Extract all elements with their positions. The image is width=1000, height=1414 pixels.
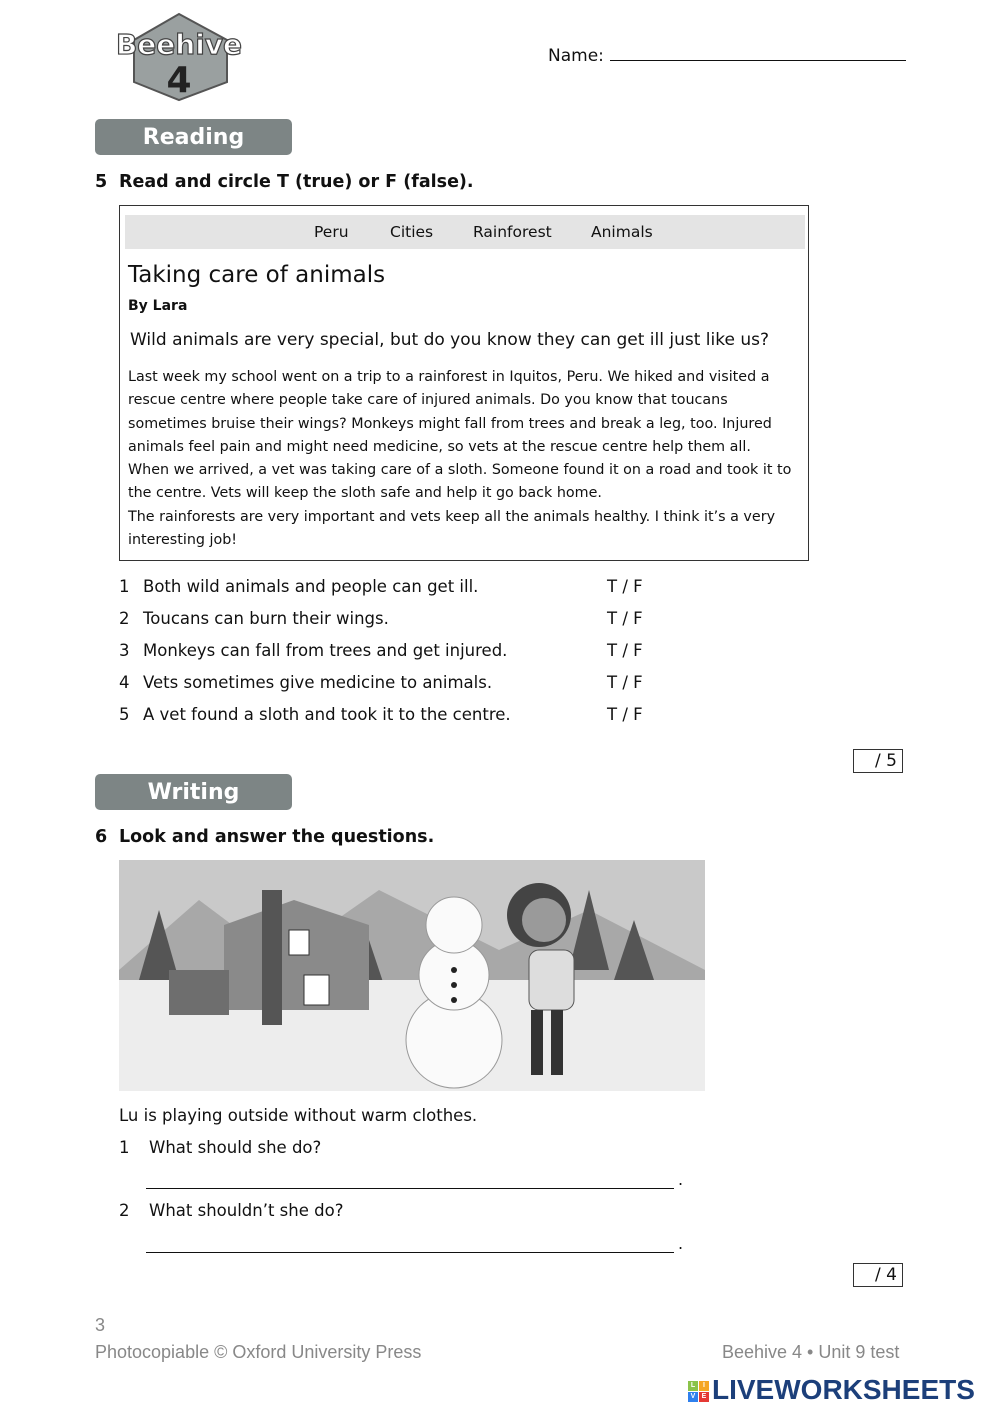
item-text: What should she do? <box>149 1138 322 1157</box>
nav-peru: Peru <box>314 223 349 241</box>
paragraph: The rainforests are very important and vets keep all the animals healthy. I think it’s a very interesting job! <box>128 508 776 549</box>
svg-text:Beehive: Beehive <box>115 28 243 61</box>
item-number: 1 <box>119 577 130 596</box>
item-number: 4 <box>119 673 130 692</box>
item-number: 2 <box>119 609 130 628</box>
item-number: 1 <box>119 1138 130 1157</box>
page-number: 3 <box>95 1315 106 1335</box>
svg-text:4: 4 <box>166 60 192 101</box>
tf-choice[interactable]: T / F <box>607 673 643 692</box>
question-number: 6 <box>95 827 108 847</box>
writing-prompt: Lu is playing outside without warm clothes. <box>119 1106 478 1125</box>
writing-score-box: / 4 <box>853 1263 903 1287</box>
instruction-text: Read and circle T (true) or F (false). <box>119 172 474 192</box>
item-text: Toucans can burn their wings. <box>143 609 389 628</box>
instruction-text: Look and answer the questions. <box>119 827 435 847</box>
name-line[interactable] <box>610 44 906 61</box>
reading-score-box: / 5 <box>853 749 903 773</box>
article-box <box>119 205 809 561</box>
liveworksheets-icon <box>688 1381 709 1402</box>
item-text: What shouldn’t she do? <box>149 1201 344 1220</box>
tf-choice[interactable]: T / F <box>607 641 643 660</box>
nav-cities: Cities <box>390 223 434 241</box>
tf-item <box>119 705 511 724</box>
writing-section-header: Writing <box>95 774 292 810</box>
answer-line-2[interactable] <box>146 1252 674 1253</box>
tf-choice[interactable]: T / F <box>607 705 643 724</box>
tf-choice[interactable]: T / F <box>607 577 643 596</box>
reading-section-header: Reading <box>95 119 292 155</box>
item-text: Monkeys can fall from trees and get injured. <box>143 641 508 660</box>
unit-label: Beehive 4 • Unit 9 test <box>722 1342 900 1362</box>
article-title: Taking care of animals <box>128 262 386 288</box>
icon-letter: L <box>688 1381 698 1391</box>
article-byline: By Lara <box>128 298 188 314</box>
icon-letter: I <box>699 1381 709 1391</box>
tf-item <box>119 609 389 628</box>
period: . <box>678 1170 684 1189</box>
nav-rainforest: Rainforest <box>473 223 552 241</box>
article-lead: Wild animals are very special, but do you know they can get ill just like us? <box>130 330 769 350</box>
brand-text: LIVEWORKSHEETS <box>712 1374 975 1405</box>
question-number: 5 <box>95 172 108 192</box>
tf-item <box>119 673 492 692</box>
question-item <box>119 1138 321 1157</box>
item-text: A vet found a sloth and took it to the centre. <box>143 705 511 724</box>
item-number: 3 <box>119 641 130 660</box>
question-5-instruction <box>95 172 474 192</box>
tf-item <box>119 641 507 660</box>
period: . <box>678 1234 684 1253</box>
answer-line-1[interactable] <box>146 1188 674 1189</box>
beehive-logo <box>112 12 247 102</box>
paragraph: Last week my school went on a trip to a rainforest in Iquitos, Peru. We hiked and visited a rescue centre where people take care of injured animals. Do you know that toucans sometimes bruise their wings? Monkeys might fall from trees and break a leg, too. Injured animals feel pain and might need medicine, so vets at the rescue centre help them all. <box>128 369 772 455</box>
item-number: 2 <box>119 1201 130 1220</box>
name-label: Name: <box>548 46 604 66</box>
icon-letter: V <box>688 1392 698 1402</box>
copyright: Photocopiable © Oxford University Press <box>95 1342 422 1362</box>
tf-item <box>119 577 478 596</box>
item-text: Vets sometimes give medicine to animals. <box>143 673 493 692</box>
tf-choice[interactable]: T / F <box>607 609 643 628</box>
paragraph: When we arrived, a vet was taking care of a sloth. Someone found it on a road and took it to the centre. Vets will keep the sloth safe and help it go back home. <box>128 462 792 502</box>
item-text: Both wild animals and people can get ill. <box>143 577 479 596</box>
nav-animals: Animals <box>591 223 653 241</box>
question-item <box>119 1201 343 1220</box>
question-6-instruction <box>95 827 434 847</box>
icon-letter: E <box>699 1392 709 1402</box>
item-number: 5 <box>119 705 130 724</box>
snowman-illustration <box>119 860 705 1091</box>
article-body <box>128 366 808 552</box>
name-field[interactable] <box>548 44 906 66</box>
article-nav <box>125 215 805 249</box>
liveworksheets-brand <box>688 1374 975 1406</box>
